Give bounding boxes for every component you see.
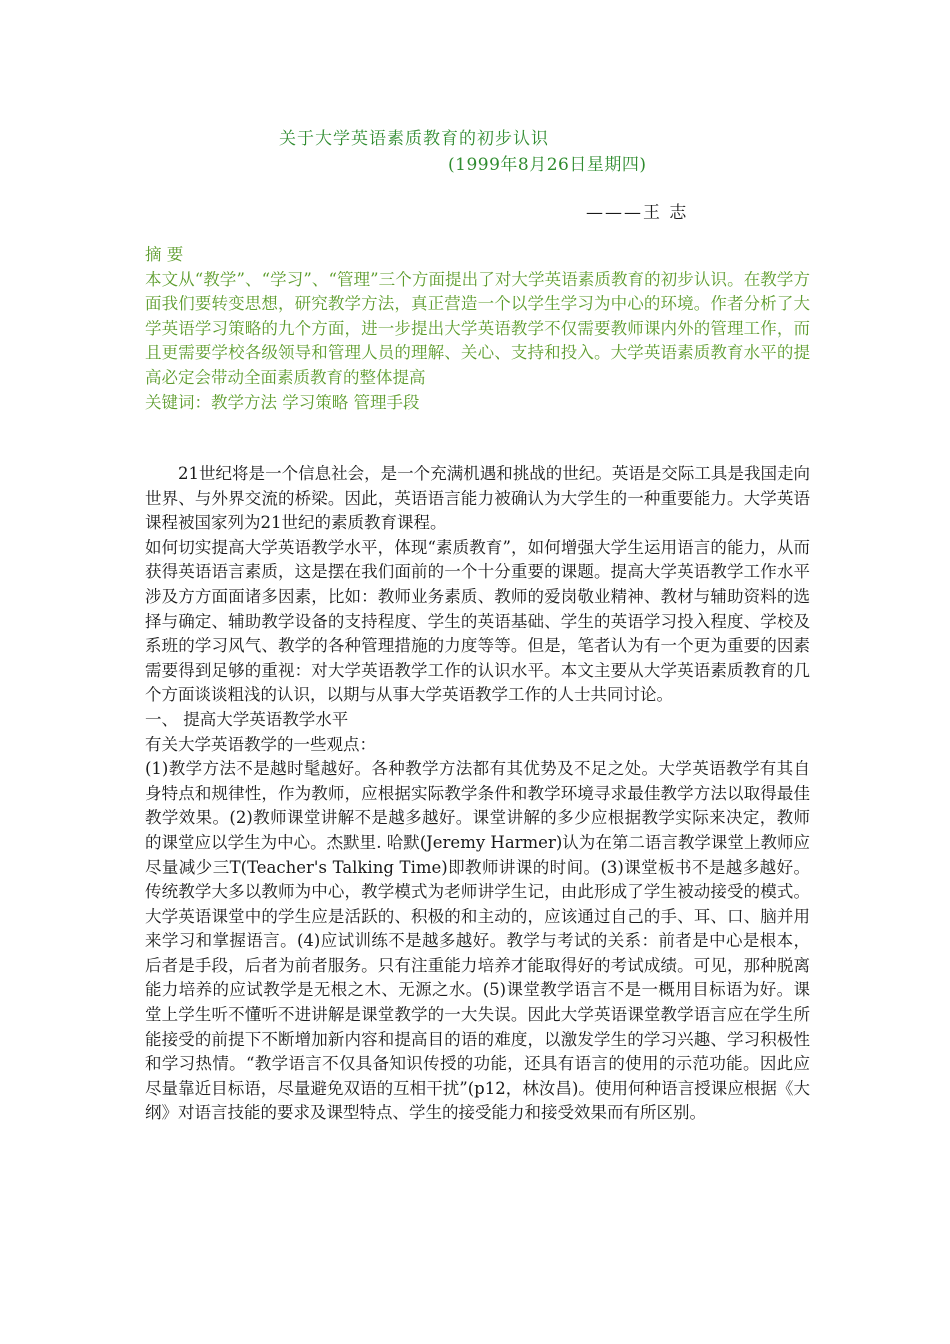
section-heading-1: 一、 提高大学英语教学水平 [145, 709, 349, 729]
abstract-text: 本文从“教学”、“学习”、“管理”三个方面提出了对大学英语素质教育的初步认识。在教学方面我们要转变思想，研究教学方法，真正营造一个以学生学习为中心的环境。作者分析了大学英语学习策略的九个方面，进一步提出大学英语教学不仅需要教师课内外的管理工作，而且更需要学校各级领导和管理人员的理解、关心、支持和投入。大学英语素质教育水平的提高必定会带动全面素质教育的整体提高 [145, 269, 810, 387]
section-text: (1)教学方法不是越时髦越好。各种教学方法都有其优势及不足之处。大学英语教学有其自身特点和规律性，作为教师，应根据实际教学条件和教学环境寻求最佳教学方法以取得最佳教学效果。(2)教师课堂讲解不是越多越好。课堂讲解的多少应根据教学实际来决定，教师的课堂应以学生为中心。杰默里. 哈默(Jeremy Harmer)认为在第二语言教学课堂上教师应尽量减少三T(Teacher's Talking Time)即教师讲课的时间。(3)课堂板书不是越多越好。传统教学大多以教师为中心，教学模式为老师讲学生记，由此形成了学生被动接受的模式。大学英语课堂中的学生应是活跃的、积极的和主动的，应该通过自己的手、耳、口、脑并用来学习和掌握语言。(4)应试训练不是越多越好。教学与考试的关系：前者是中心是根本，后者是手段，后者为前者服务。只有注重能力培养才能取得好的考试成绩。可见，那种脱离能力培养的应试教学是无根之木、无源之水。(5)课堂教学语言不是一概用目标语为好。课堂上学生听不懂听不进讲解是课堂教学的一大失误。因此大学英语课堂教学语言应在学生所能接受的前提下不断增加新内容和提高目的语的难度，以激发学生的学习兴趣、学习积极性和学习热情。“教学语言不仅具备知识传授的功能，还具有语言的使用的示范功能。因此应尽量靠近目标语，尽量避免双语的互相干扰”(p12，林汝昌)。使用何种语言授课应根据《大纲》对语言技能的要求及课型特点、学生的接受能力和接受效果而有所区别。 [145, 759, 810, 1123]
section-intro: 有关大学英语教学的一些观点： [145, 734, 376, 754]
document-title: 关于大学英语素质教育的初步认识 [279, 129, 549, 149]
paragraph-2: 如何切实提高大学英语教学水平，体现“素质教育”，如何增强大学生运用语言的能力，从而获得英语语言素质，这是摆在我们面前的一个十分重要的课题。提高大学英语教学工作水平涉及方方面面诸多因素，比如：教师业务素质、教师的爱岗敬业精神、教材与辅助资料的选择与确定、辅助教学设备的支持程度、学生的英语基础、学生的英语学习投入程度、学校及系班的学习风气、教学的各种管理措施的力度等等。但是，笔者认为有一个更为重要的因素需要得到足够的重视：对大学英语教学工作的认识水平。本文主要从大学英语素质教育的几个方面谈谈粗浅的认识，以期与从事大学英语教学工作的人士共同讨论。 [145, 537, 810, 705]
abstract-heading: 摘 要 [145, 245, 184, 264]
document-author: ———王 志 [586, 203, 689, 223]
document-date: (1999年8月26日星期四) [448, 155, 647, 175]
paragraph-1: 21世纪将是一个信息社会，是一个充满机遇和挑战的世纪。英语是交际工具是我国走向世界、与外界交流的桥梁。因此，英语语言能力被确认为大学生的一种重要能力。大学英语课程被国家列为21世纪的素质教育课程。 [145, 464, 810, 533]
abstract-section [145, 243, 810, 415]
keywords: 关键词：教学方法 学习策略 管理手段 [145, 392, 420, 412]
body-section [145, 462, 810, 1126]
